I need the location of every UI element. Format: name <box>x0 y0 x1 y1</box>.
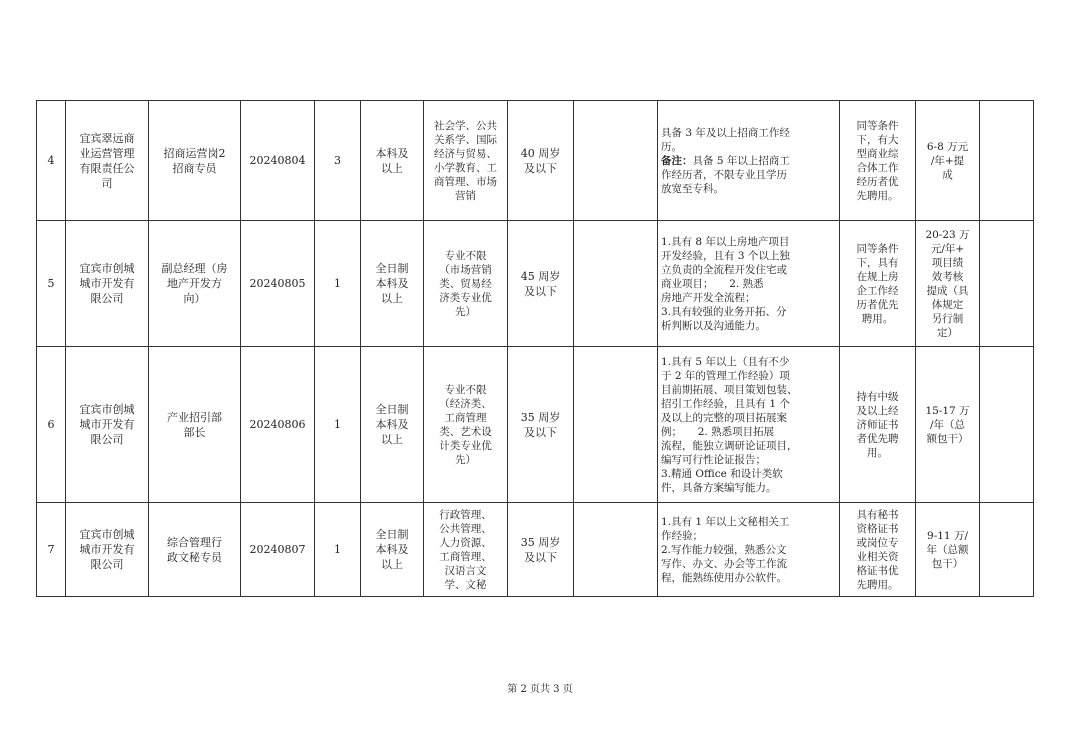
major-line: 营销 <box>455 189 476 202</box>
requirement-line: 3.具有较强的业务开拓、分 <box>661 305 787 318</box>
salary-cell <box>916 221 980 347</box>
age-line: 及以下 <box>524 161 557 175</box>
position-cell <box>149 347 241 503</box>
requirement-line: 立负责的全流程开发住宅或 <box>661 263 787 276</box>
company-line: 宜宾市创城 <box>79 403 135 416</box>
major-line: 专业不限 <box>444 249 487 262</box>
requirement-line: 商业项目； 2. 熟悉 <box>661 277 764 290</box>
education-line: 全日制 <box>375 403 409 416</box>
priority-line: 同等条件 <box>856 119 899 132</box>
salary-line: 元/年+ <box>930 242 965 255</box>
requirement-line: 具备 3 年及以上招商工作经 <box>661 126 790 139</box>
major-line: 计类专业优 <box>439 439 492 452</box>
company-line: 宜宾市创城 <box>79 262 135 275</box>
company-cell <box>66 101 149 221</box>
priority-line: 用。 <box>867 446 888 459</box>
company-line: 宜宾市创城 <box>79 528 135 541</box>
row-number-cell: 4 <box>37 101 66 221</box>
major-cell <box>424 347 508 503</box>
requirement-line: 房地产开发全流程； <box>661 291 756 304</box>
company-line: 限公司 <box>90 558 124 571</box>
requirements-cell <box>658 347 840 503</box>
major-cell <box>424 101 508 221</box>
requirement-line: 3.精通 Office 和设计类软 <box>661 467 783 480</box>
priority-line: 型商业综 <box>856 147 899 160</box>
table-row <box>37 221 1034 347</box>
blank-cell <box>574 503 658 597</box>
requirements-cell <box>658 101 840 221</box>
requirement-line: 例； 2. 熟悉项目拓展 <box>661 425 775 438</box>
major-line: 社会学、公共 <box>434 119 497 132</box>
position-cell <box>149 503 241 597</box>
position-line: 产业招引部 <box>167 410 222 424</box>
salary-line: /年（总 <box>929 418 966 431</box>
requirement-line: 作经历者，不限专业且学历 <box>661 168 787 181</box>
requirement-line: 作经验； <box>661 529 703 542</box>
major-line: 商管理、市场 <box>434 175 497 188</box>
row-number-cell: 5 <box>37 221 66 347</box>
headcount-cell: 3 <box>315 101 361 221</box>
position-line: 部长 <box>183 425 206 439</box>
requirement-line: 放宽至专科。 <box>661 182 724 195</box>
remark-cell <box>980 221 1034 347</box>
major-cell <box>424 221 508 347</box>
requirement-line: 写作、办文、办会等工作流 <box>661 557 787 570</box>
position-line: 招商专员 <box>172 161 217 175</box>
salary-line: 6-8 万元 <box>926 140 969 153</box>
major-cell <box>424 503 508 597</box>
blank-cell <box>574 347 658 503</box>
major-line: 关系学、国际 <box>434 133 497 146</box>
salary-line: 额包干） <box>926 432 969 445</box>
blank-cell <box>574 101 658 221</box>
priority-line: 在规上房 <box>856 270 899 283</box>
priority-cell <box>840 221 916 347</box>
priority-line: 先聘用。 <box>856 578 899 591</box>
major-line: 学、文秘 <box>444 578 487 591</box>
position-line: 地产开发方 <box>167 277 222 290</box>
major-line: 工商管理、 <box>439 550 492 563</box>
company-line: 限公司 <box>90 433 124 446</box>
position-cell <box>149 221 241 347</box>
table-row <box>37 503 1034 597</box>
requirement-line: 备注：具备 5 年以上招商工 <box>661 154 790 167</box>
education-cell <box>361 503 424 597</box>
table-row <box>37 101 1034 221</box>
salary-line: 年（总额 <box>926 543 969 556</box>
position-code-cell: 20240804 <box>241 101 315 221</box>
recruitment-table <box>36 100 1034 597</box>
priority-line: 先聘用。 <box>856 189 899 202</box>
priority-line: 历者优先 <box>856 298 899 311</box>
position-cell <box>149 101 241 221</box>
salary-cell <box>916 347 980 503</box>
position-line: 政文秘专员 <box>167 550 222 564</box>
priority-line: 者优先聘 <box>856 432 899 445</box>
requirement-line: 1.具有 8 年以上房地产项目 <box>661 235 790 248</box>
requirement-line: 流程，能独立调研论证项目， <box>661 439 798 452</box>
salary-cell <box>916 101 980 221</box>
priority-line: 聘用。 <box>861 312 894 325</box>
salary-line: 项目绩 <box>931 256 964 269</box>
major-line: （经济类、 <box>439 397 492 410</box>
age-cell <box>508 221 574 347</box>
education-line: 本科及 <box>375 418 409 431</box>
education-line: 本科及 <box>375 277 409 290</box>
salary-line: 体规定 <box>931 298 964 311</box>
priority-line: 业相关资 <box>856 550 899 563</box>
priority-cell <box>840 503 916 597</box>
headcount-cell: 1 <box>315 503 361 597</box>
company-cell <box>66 347 149 503</box>
requirements-cell <box>658 221 840 347</box>
education-line: 本科及 <box>375 543 409 556</box>
priority-line: 下，具有 <box>856 256 899 269</box>
priority-line: 济师证书 <box>856 418 899 431</box>
row-number-cell: 6 <box>37 347 66 503</box>
salary-line: 提成（具 <box>926 284 969 297</box>
position-line: 副总经理（房 <box>161 262 228 275</box>
age-cell <box>508 347 574 503</box>
position-line: 向） <box>183 292 206 305</box>
education-line: 全日制 <box>375 262 409 275</box>
priority-line: 合体工作 <box>856 161 899 174</box>
age-line: 35 周岁 <box>520 410 561 424</box>
education-line: 本科及 <box>375 146 409 160</box>
priority-line: 格证书优 <box>856 564 899 577</box>
row-number-cell: 7 <box>37 503 66 597</box>
priority-cell <box>840 101 916 221</box>
page-footer: 第 2 页共 3 页 <box>507 684 573 695</box>
age-line: 35 周岁 <box>520 535 561 549</box>
salary-cell <box>916 503 980 597</box>
company-cell <box>66 221 149 347</box>
position-line: 综合管理行 <box>167 535 222 549</box>
requirement-line: 1.具有 5 年以上（且有不少 <box>661 355 790 368</box>
priority-line: 同等条件 <box>856 242 899 255</box>
company-cell <box>66 503 149 597</box>
company-line: 城市开发有 <box>79 418 135 431</box>
major-line: 类、艺术设 <box>439 425 492 438</box>
company-line: 宜宾翠远商 <box>79 131 135 145</box>
age-line: 及以下 <box>524 284 557 298</box>
headcount-cell: 1 <box>315 347 361 503</box>
major-line: 济类专业优 <box>439 291 492 304</box>
position-code-cell: 20240806 <box>241 347 315 503</box>
requirement-line: 件，具备方案编写能力。 <box>661 481 777 494</box>
requirement-line: 开发经验，且有 3 个以上独 <box>661 249 790 262</box>
salary-line: 定） <box>937 326 958 339</box>
education-line: 全日制 <box>375 528 409 541</box>
requirement-line: 析判断以及沟通能力。 <box>661 319 766 332</box>
headcount-cell: 1 <box>315 221 361 347</box>
requirement-line: 于 2 年的管理工作经验）项 <box>661 369 790 382</box>
requirement-line: 2.写作能力较强，熟悉公文 <box>661 543 787 556</box>
salary-line: 包干） <box>931 557 964 570</box>
salary-line: 另行制 <box>931 312 964 325</box>
company-line: 城市开发有 <box>79 277 135 290</box>
education-cell <box>361 347 424 503</box>
salary-line: /年+提 <box>930 154 965 167</box>
major-line: 人力资源、 <box>439 536 492 549</box>
priority-line: 企工作经 <box>856 284 899 297</box>
company-line: 城市开发有 <box>79 543 135 556</box>
major-line: 专业不限 <box>444 383 487 396</box>
company-line: 业运营管理 <box>79 146 135 160</box>
salary-line: 成 <box>942 168 953 181</box>
major-line: 行政管理、 <box>439 508 492 521</box>
requirement-line: 及以上的完整的项目拓展案 <box>661 411 787 424</box>
age-line: 45 周岁 <box>520 269 561 283</box>
remark-cell <box>980 503 1034 597</box>
requirement-line: 目前期拓展、项目策划包装、 <box>661 383 798 396</box>
requirements-cell <box>658 503 840 597</box>
education-line: 以上 <box>381 433 403 446</box>
major-line: 小学教育、工 <box>434 161 497 174</box>
blank-cell <box>574 221 658 347</box>
requirement-line: 程，能熟练使用办公软件。 <box>661 571 787 584</box>
age-cell <box>508 101 574 221</box>
priority-line: 下，有大 <box>856 133 899 146</box>
priority-line: 经历者优 <box>856 175 899 188</box>
major-line: 经济与贸易、 <box>434 147 497 160</box>
table-row <box>37 347 1034 503</box>
major-line: 工商管理 <box>444 411 487 424</box>
priority-line: 资格证书 <box>856 522 899 535</box>
note-label: 备注： <box>661 154 693 167</box>
company-line: 有限责任公 <box>79 161 135 175</box>
major-line: 先） <box>455 453 476 466</box>
education-line: 以上 <box>381 292 403 305</box>
salary-line: 20-23 万 <box>925 228 970 241</box>
major-line: 类、贸易经 <box>439 277 492 290</box>
education-line: 以上 <box>381 161 403 175</box>
company-line: 限公司 <box>90 292 124 305</box>
company-line: 司 <box>101 176 113 190</box>
requirement-line: 历。 <box>661 140 682 153</box>
requirement-line: 1.具有 1 年以上文秘相关工 <box>661 515 790 528</box>
priority-line: 或岗位专 <box>856 536 899 549</box>
age-line: 40 周岁 <box>520 146 561 160</box>
age-line: 及以下 <box>524 550 557 564</box>
remark-cell <box>980 101 1034 221</box>
salary-line: 15-17 万 <box>925 404 970 417</box>
age-line: 及以下 <box>524 425 557 439</box>
age-cell <box>508 503 574 597</box>
position-code-cell: 20240805 <box>241 221 315 347</box>
position-code-cell: 20240807 <box>241 503 315 597</box>
education-line: 以上 <box>381 558 403 571</box>
position-line: 招商运营岗2 <box>163 146 226 160</box>
priority-line: 持有中级 <box>856 390 899 403</box>
priority-cell <box>840 347 916 503</box>
priority-line: 及以上经 <box>856 404 899 417</box>
priority-line: 具有秘书 <box>856 508 899 521</box>
major-line: 汉语言文 <box>444 564 487 577</box>
requirement-line: 招引工作经验，且具有 1 个 <box>661 397 790 410</box>
remark-cell <box>980 347 1034 503</box>
education-cell <box>361 101 424 221</box>
requirement-line: 编写可行性论证报告； <box>661 453 766 466</box>
major-line: （市场营销 <box>439 263 492 276</box>
major-line: 先） <box>455 305 476 318</box>
salary-line: 效考核 <box>931 270 964 283</box>
salary-line: 9-11 万/ <box>927 529 968 542</box>
major-line: 公共管理、 <box>439 522 492 535</box>
education-cell <box>361 221 424 347</box>
